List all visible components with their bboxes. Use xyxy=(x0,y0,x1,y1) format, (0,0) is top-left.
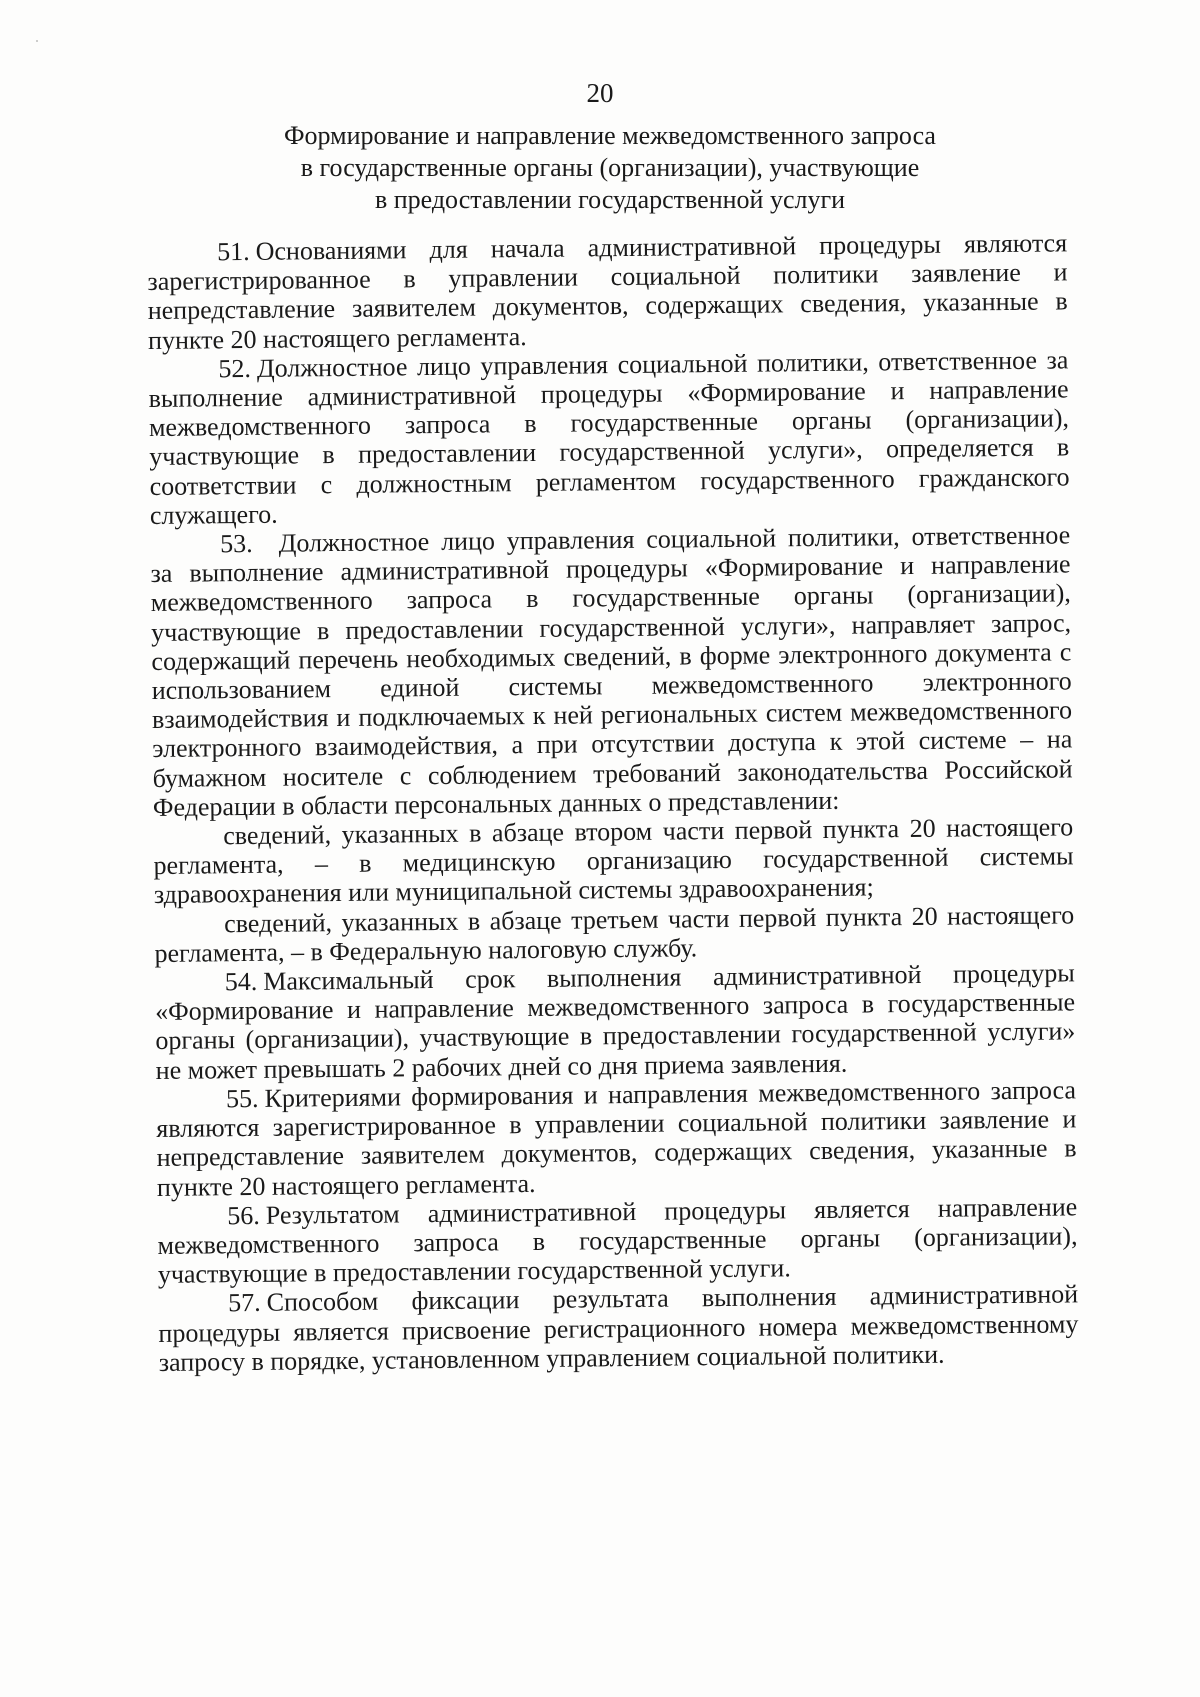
section-title-line: Формирование и направление межведомственного запроса xyxy=(284,121,936,150)
paragraph-57 xyxy=(158,1280,1079,1377)
paragraph-number: 56. xyxy=(227,1200,260,1230)
paragraph-text: Результатом административной процедуры является направление межведомственного запроса в государственные органы (организации), участвующие в предоставлении государственной услуги. xyxy=(157,1192,1078,1290)
paragraph-53-item-2 xyxy=(154,900,1075,968)
paragraph-54 xyxy=(155,958,1076,1084)
paragraph-text: сведений, указанных в абзаце втором части первой пункта 20 настоящего регламента, – в медицинскую организацию государственной системы здравоохранения или муниципальной системы здравоохранения; xyxy=(153,812,1074,910)
paragraph-51 xyxy=(147,228,1068,354)
paragraph-number: 51. xyxy=(216,236,250,267)
document-body xyxy=(147,228,1079,1376)
section-title xyxy=(270,120,950,216)
paragraph-number: 53. xyxy=(220,528,253,559)
paragraph-52 xyxy=(148,345,1070,530)
paragraph-text: Критериями формирования и направления межведомственного запроса являются зарегистрированное в управлении социальной политики заявление и непредставление заявителем документов, содержащих сведения, указанные в пункте 20 настоящего регламента. xyxy=(156,1075,1077,1202)
paragraph-text: Максимальный срок выполнения административной процедуры «Формирование и направление межведомственного запроса в государственные органы (организации), участвующие в предоставлении государственной услуги» не может превышать 2 рабочих дней со дня приема заявления. xyxy=(154,958,1076,1085)
paragraph-number: 57. xyxy=(228,1288,261,1318)
scan-speck xyxy=(36,40,38,42)
page-number: 20 xyxy=(586,78,614,108)
paragraph-53 xyxy=(150,520,1073,822)
paragraph-number: 55. xyxy=(225,1083,259,1114)
paragraph-text: Должностное лицо управления социальной политики, ответственное за выполнение административной процедуры «Формирование и направление межведомственного запроса в государственные органы (организации), участвующие в предоставлении государственной услуги», определяется в соответствии с должностным регламентом государственного гражданского служащего. xyxy=(148,345,1070,530)
section-title-line: в государственные органы (организации), участвующие xyxy=(300,153,920,182)
paragraph-number: 54. xyxy=(224,966,258,997)
paragraph-56 xyxy=(157,1192,1078,1289)
paragraph-text: Способом фиксации результата выполнения административной процедуры является присвоение регистрационного номера межведомственному запросу в порядке, установленном управлением социальной политики. xyxy=(158,1279,1079,1377)
paragraph-53-item-1 xyxy=(153,812,1074,909)
paragraph-text: Основаниями для начала административной процедуры являются зарегистрированное в управлении социальной политики заявление и непредставление заявителем документов, содержащих сведения, указанные в пункте 20 настоящего регламента. xyxy=(147,228,1068,355)
paragraph-55 xyxy=(156,1075,1077,1201)
paragraph-text: Должностное лицо управления социальной политики, ответственное за выполнение административной процедуры «Формирование и направление межведомственного запроса в государственные органы (организации), участвующие в предоставлении государственной услуги», направляет запрос, содержащий перечень необходимых сведений, в форме электронного документа с использованием единой системы межведомственного электронного взаимодействия и подключаемых к ней региональных систем межведомственного электронного взаимодействия, а при отсутствии доступа к этой системе – на бумажном носителе с соблюдением требований законодательства Российской Федерации в области персональных данных о представлении: xyxy=(150,520,1073,822)
paragraph-text: сведений, указанных в абзаце третьем части первой пункта 20 настоящего регламента, – в Федеральную налоговую службу. xyxy=(154,900,1075,968)
section-title-line: в предоставлении государственной услуги xyxy=(374,185,846,214)
paragraph-number: 52. xyxy=(218,353,252,384)
